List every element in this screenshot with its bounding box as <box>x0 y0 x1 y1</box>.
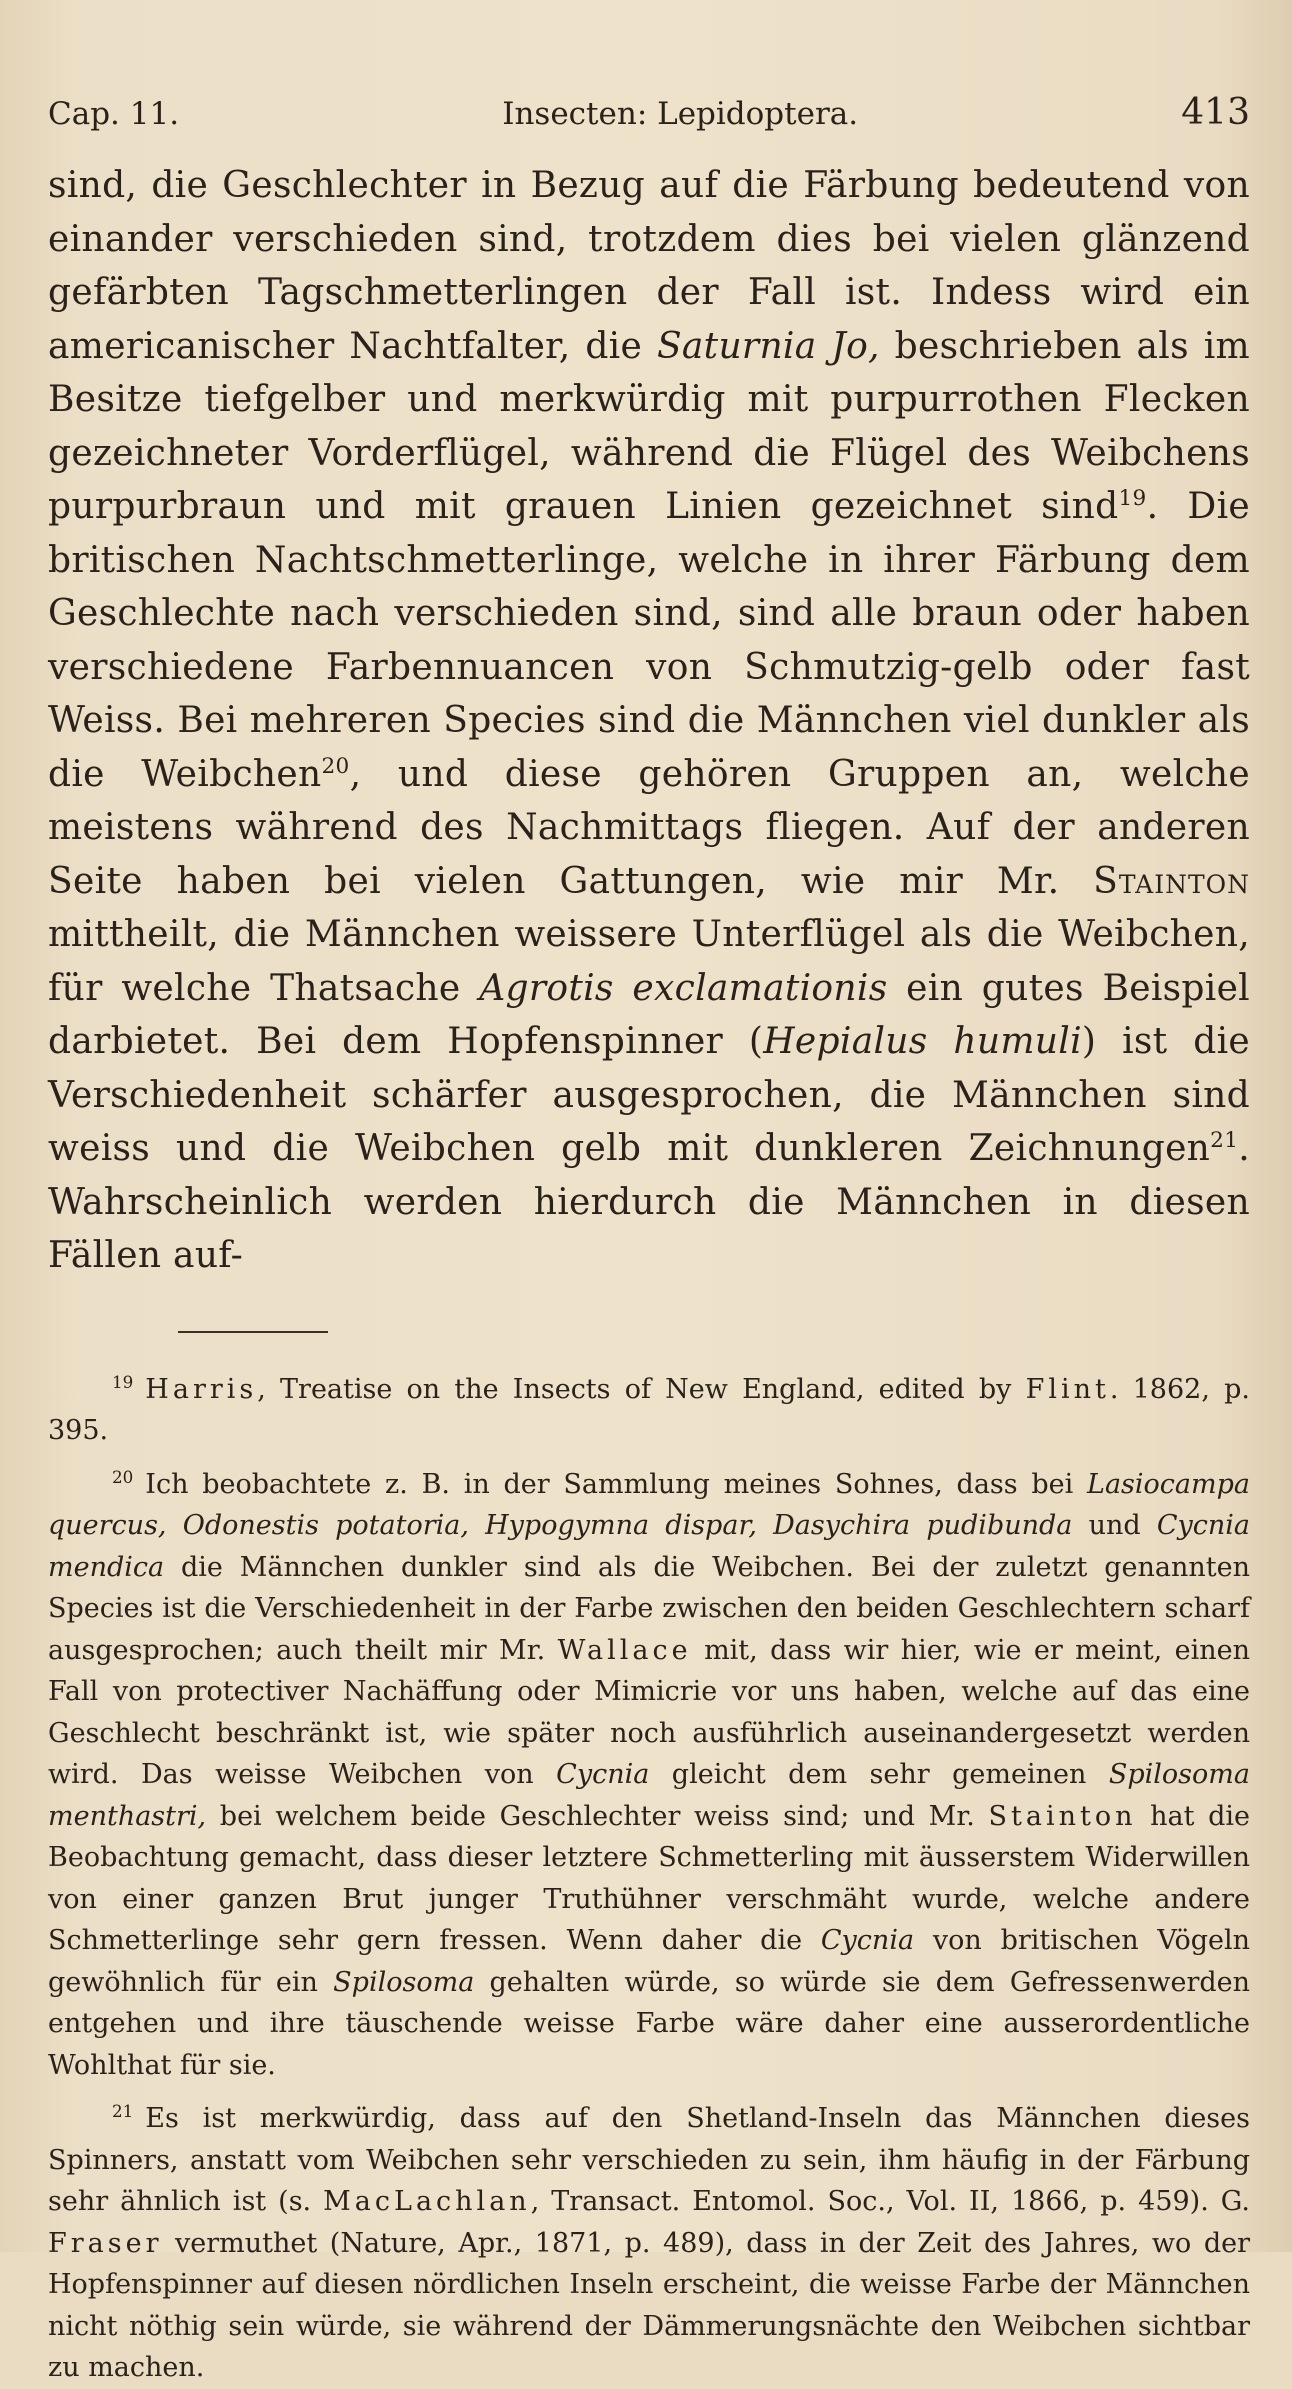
chapter-label: Cap. 11. <box>48 96 180 132</box>
footnote-21: $^{21}$ Es ist merkwürdig, dass auf den Shetland-Inseln das Männchen dieses Spinners, anstatt vom Weibchen sehr verschieden zu sein, ihm häufig in der Färbung sehr ähnlich ist (s. MacLachlan, Transact. Entomol. Soc., Vol. II, 1866, p. 459). G. Fraser vermuthet (Nature, Apr., 1871, p. 489), dass in der Zeit des Jahres, wo der Hopfenspinner auf diesen nördlichen Inseln erscheint, die weisse Farbe der Männchen nicht nöthig sein würde, sie während der Dämmerungsnächte den Weibchen sichtbar zu machen. <box>48 2101 1250 2383</box>
footnotes <box>48 1369 1250 2389</box>
running-header <box>48 92 1250 133</box>
footnote-19: $^{19}$ Harris, Treatise on the Insects of New England, edited by Flint. 1862, p. 395. <box>48 1371 1250 1446</box>
footnote-ref: 20 <box>321 753 350 779</box>
footnote-ref: 19 <box>1118 486 1147 511</box>
main-text <box>48 159 1250 1283</box>
footnote-ref: 21 <box>1210 1128 1239 1153</box>
footnote-20: $^{20}$ Ich beobachtete z. B. in der Sammlung meines Sohnes, dass bei Lasiocampa quercus, Odonestis potatoria, Hypogymna dispar, Dasychira pudibunda und Cycnia mendica die Männchen dunkler sind als die Weibchen. Bei der zuletzt genannten Species ist die Verschiedenheit in der Farbe zwischen den beiden Geschlechtern scharf ausgesprochen; auch theilt mir Mr. Wallace mit, dass wir hier, wie er meint, einen Fall von protectiver Nachäffung oder Mimicrie vor uns haben, welche auf das eine Geschlecht beschränkt ist, wie später noch ausführlich auseinandergesetzt werden wird. Das weisse Weibchen von Cycnia gleicht dem sehr gemeinen Spilosoma menthastri, bei welchem beide Geschlechter weiss sind; und Mr. Stainton hat die Beobachtung gemacht, dass dieser letztere Schmetterling mit äusserstem Widerwillen von einer ganzen Brut junger Truthühner verschmäht wurde, welche andere Schmetterlinge sehr gern fressen. Wenn daher die Cycnia von britischen Vögeln gewöhnlich für ein Spilosoma gehalten würde, so würde sie dem Gefressenwerden entgehen und ihre täuschende weisse Farbe wäre daher eine ausserordentliche Wohlthat für sie. <box>48 1466 1251 2081</box>
running-title: Insecten: Lepidoptera. <box>502 96 859 132</box>
footnote-divider <box>178 1331 328 1333</box>
paragraph: sind, die Geschlechter in Bezug auf die Färbung bedeutend von einander verschieden sind, trotzdem dies bei vielen glänzend gefärbten Tagschmetterlingen der Fall ist. Indess wird ein americanischer Nachtfalter, die Saturnia Jo, beschrieben als im Besitze tiefgelber und merkwürdig mit purpurrothen Flecken gezeichneter Vorderflügel, während die Flügel des Weibchens purpurbraun und mit grauen Linien gezeichnet sind$^{19}$. Die britischen Nachtschmetterlinge, welche in ihrer Färbung dem Geschlechte nach verschieden sind, sind alle braun oder haben verschiedene Farbennuancen von Schmutzig-gelb oder fast Weiss. Bei mehreren Species sind die Männchen viel dunkler als die Weibchen$^{20}$, und diese gehören Gruppen an, welche meistens während des Nachmittags fliegen. Auf der anderen Seite haben bei vielen Gattungen, wie mir Mr. Stainton mittheilt, die Männchen weissere Unterflügel als die Weibchen, für welche Thatsache Agrotis exclamationis ein gutes Beispiel darbietet. Bei dem Hopfenspinner (Hepialus humuli) ist die Verschiedenheit schärfer ausgesprochen, die Männchen sind weiss und die Weibchen gelb mit dunkleren Zeichnungen$^{21}$. Wahrscheinlich werden hierdurch die Männchen in diesen Fällen auf- <box>48 165 1251 1276</box>
page-number: 413 <box>1181 92 1250 133</box>
